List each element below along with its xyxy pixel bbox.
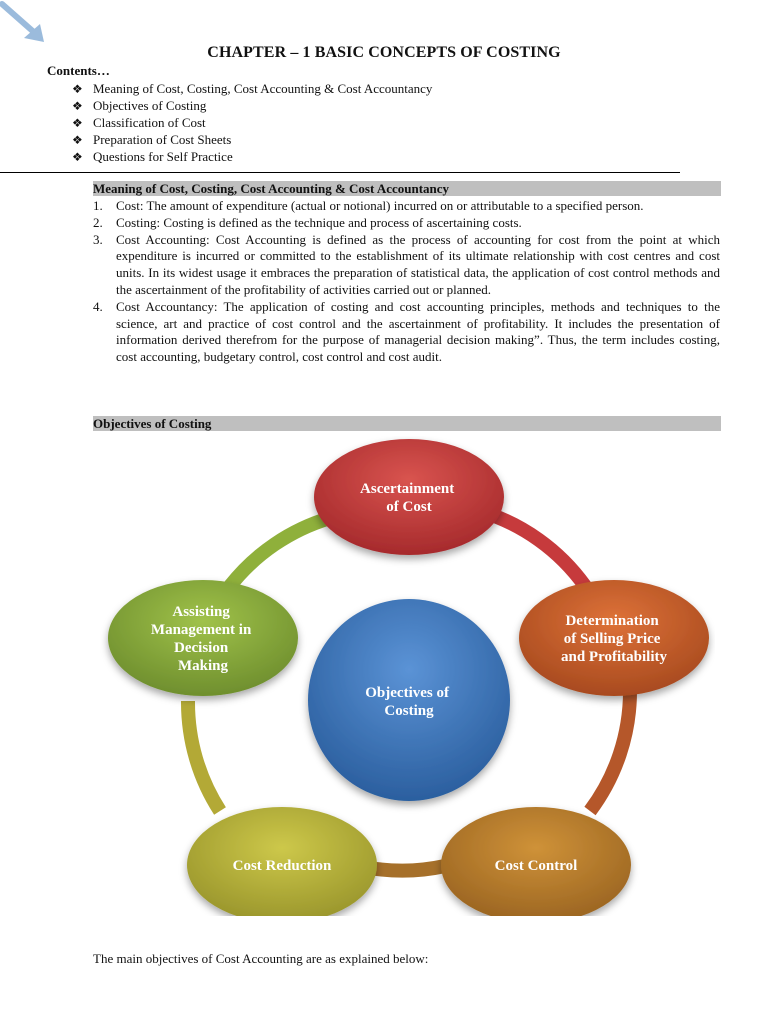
node-selling-price-label: Determination of Selling Price and Profitability: [561, 613, 667, 665]
contents-item-label: Classification of Cost: [93, 115, 206, 130]
arc-green: [230, 518, 330, 586]
arc-orange: [590, 691, 630, 811]
definition-number: 1.: [93, 198, 103, 213]
objectives-intro-text: The main objectives of Cost Accounting are as explained below:: [93, 951, 429, 966]
center-node-label: Objectives of Costing: [365, 685, 449, 719]
arc-red: [480, 511, 585, 586]
diamond-bullet-icon: ❖: [72, 82, 83, 96]
definition-text: Cost Accountancy: The application of costing and cost accounting principles, methods and techniques to the science, art and practice of cost control and the ascertainment of profitability. It includes the presentation of information derived therefrom for the purpose of managerial decision making”. Thus, the term includes costing, cost accounting, budgetary control, cost control and cost audit.: [116, 298, 720, 365]
contents-item: [72, 148, 432, 165]
page-title: CHAPTER – 1 BASIC CONCEPTS OF COSTING: [207, 44, 561, 61]
section-heading-objectives: Objectives of Costing: [93, 416, 721, 431]
contents-list: [72, 80, 432, 165]
definition-number: 3.: [93, 231, 103, 247]
definitions-list: [93, 198, 720, 366]
contents-item: [72, 131, 432, 148]
node-cost-control-label: Cost Control: [494, 858, 578, 874]
diamond-bullet-icon: ❖: [72, 99, 83, 113]
contents-item-label: Preparation of Cost Sheets: [93, 132, 232, 147]
objectives-cycle-diagram: [100, 436, 715, 916]
definition-item: [93, 232, 720, 299]
arc-bronze: [370, 866, 445, 871]
node-ascertainment-label: Ascertainment of Cost: [360, 481, 455, 515]
definition-item: [93, 299, 720, 366]
horizontal-divider: [0, 172, 680, 173]
contents-item-label: Meaning of Cost, Costing, Cost Accounting & Cost Accountancy: [93, 81, 433, 96]
definition-text: Cost Accounting: Cost Accounting is defined as the process of accounting for cost from the point at which expenditure is incurred or committed to the establishment of its ultimate relationship with cost centres and cost units. In its widest usage it embraces the preparation of statistical data, the application of cost control methods and the ascertainment of the profitability of activities carried out or planned.: [116, 231, 720, 297]
definition-item: [93, 215, 720, 232]
diamond-bullet-icon: ❖: [72, 150, 83, 164]
contents-label: Contents…: [47, 63, 110, 78]
node-cost-reduction-label: Cost Reduction: [232, 858, 332, 874]
definition-number: 2.: [93, 214, 103, 230]
node-assisting-management-label: Assisting Management in Decision Making: [150, 604, 252, 674]
node-assisting-management: [108, 580, 298, 696]
section-heading-meaning: Meaning of Cost, Costing, Cost Accounting & Cost Accountancy: [93, 181, 721, 196]
contents-item: [72, 80, 432, 97]
node-ascertainment-of-cost: [314, 439, 504, 555]
definition-number: 4.: [93, 298, 103, 314]
contents-item-label: Objectives of Costing: [93, 98, 207, 113]
arc-olive: [188, 701, 220, 811]
diamond-bullet-icon: ❖: [72, 133, 83, 147]
corner-arrow-icon: [0, 0, 50, 48]
diamond-bullet-icon: ❖: [72, 116, 83, 130]
contents-item: [72, 97, 432, 114]
definition-item: [93, 198, 720, 215]
definition-text: Cost: The amount of expenditure (actual or notional) incurred on or attributable to a specified person.: [116, 198, 644, 213]
definition-text: Costing: Costing is defined as the technique and process of ascertaining costs.: [116, 214, 522, 230]
contents-item: [72, 114, 432, 131]
contents-item-label: Questions for Self Practice: [93, 149, 233, 164]
